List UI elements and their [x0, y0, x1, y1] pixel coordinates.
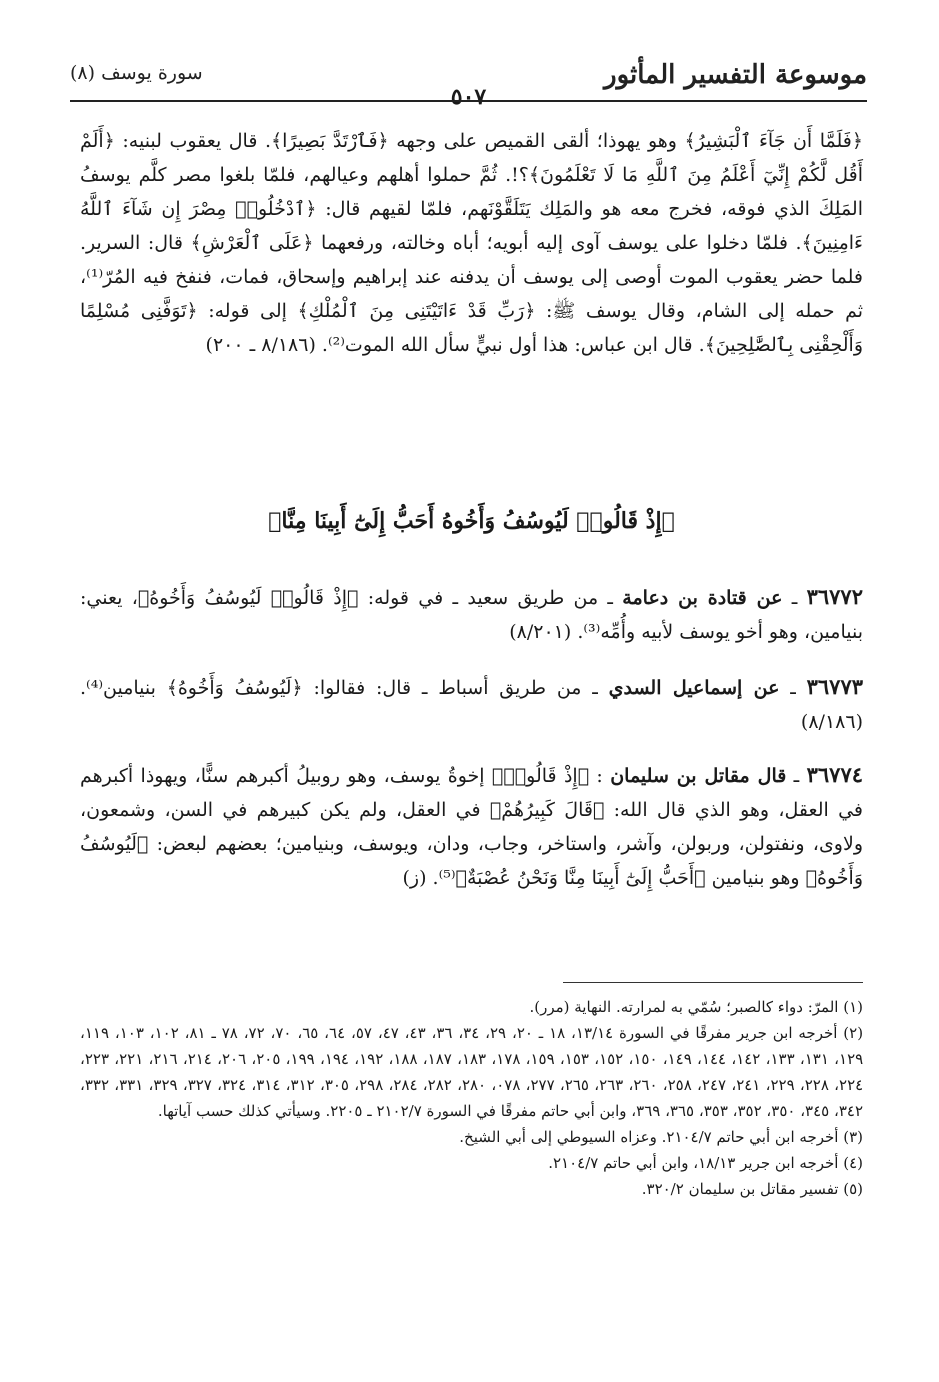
surah-label: سورة يوسف (٨)	[70, 62, 203, 84]
header-rule	[70, 100, 867, 102]
footnotes	[80, 994, 863, 1202]
entry: ٣٦٧٧٢ ـ عن قتادة بن دعامة ـ من طريق سعيد ـ في قوله: ﴿إِذْ قَالُوا۟ لَيُوسُفُ وَأَخُوهُ﴾، يعني: بنيامين، وهو أخو يوسف لأبيه وأُمِّه⁽³⁾. (٨/٢٠١)	[80, 584, 863, 643]
page-header	[70, 58, 867, 110]
footnote-rule	[563, 982, 863, 983]
footnote: (١) المرّ: دواء كالصبر؛ سُمّي به لمرارته. النهاية (مرر).	[529, 998, 863, 1016]
footnote: (٣) أخرجه ابن أبي حاتم ٢١٠٤/٧. وعزاه السيوطي إلى أبي الشيخ.	[459, 1128, 863, 1146]
entry-text: ـ من طريق أسباط ـ قال: فقالوا: ﴿لَيُوسُفُ وَأَخُوهُ﴾ بنيامين⁽⁴⁾. (٨/١٨٦)	[80, 677, 863, 733]
entry-text: : ﴿إِذْ قَالُوا۟﴾ إخوةُ يوسف، وهو روبيلُ أكبرهم سنًّا، ويهوذا أكبرهم في العقل، وهو الذي قال الله: ﴿قَالَ كَبِيرُهُمْ﴾ في العقل، ولم يكن كبيرهم في السن، وشمعون، ولاوى، ونفتولن، وربولن، وآشر، واستاخر، وجاب، ودان، ويوسف، وبنيامين؛ بعضهم لبعض: ﴿لَيُوسُفُ وَأَخُوهُ﴾ وهو بنيامين ﴿أَحَبُّ إِلَىٰٓ أَبِينَا مِنَّا وَنَحْنُ عُصْبَةٌ﴾⁽⁵⁾. (ز)	[80, 765, 863, 889]
entry-number: ٣٦٧٧٣	[806, 674, 864, 699]
entry-text: ـ من طريق سعيد ـ في قوله: ﴿إِذْ قَالُوا۟ لَيُوسُفُ وَأَخُوهُ﴾، يعني: بنيامين، وهو أخو يوسف لأبيه وأُمِّه⁽³⁾. (٨/٢٠١)	[80, 587, 863, 643]
entry-narrator: عن قتادة بن دعامة	[622, 587, 783, 609]
book-title: موسوعة التفسير المأثور	[604, 60, 867, 90]
intro-paragraph: ﴿فَلَمَّا أَن جَآءَ ٱلْبَشِيرُ﴾ وهو يهوذا؛ ألقى القميص على وجهه ﴿فَٱرْتَدَّ بَصِيرًا﴾. قال يعقوب لبنيه: ﴿أَلَمْ أَقُل لَّكُمْ إِنِّيٓ أَعْلَمُ مِنَ ٱللَّهِ مَا لَا تَعْلَمُونَ﴾؟!. ثُمَّ حملوا أهلهم وعيالهم، فلمّا بلغوا مصر كلَّم يوسفُ المَلِكَ الذي فوقه، فخرج معه هو والمَلِك يَتَلَقَّوْنَهم، فلمّا لقيهم قال: ﴿ٱدْخُلُوا۟ مِصْرَ إِن شَآءَ ٱللَّهُ ءَامِنِينَ﴾. فلمّا دخلوا على يوسف آوى إليه أبويه؛ أباه وخالته، ورفعهما ﴿عَلَى ٱلْعَرْشِ﴾ قال: السرير. فلما حضر يعقوب الموت أوصى إلى يوسف أن يدفنه عند إبراهيم وإسحاق، فمات، فنفخ فيه المُرّ⁽¹⁾، ثم حمله إلى الشام، وقال يوسف ﷺ: ﴿رَبِّ قَدْ ءَاتَيْتَنِى مِنَ ٱلْمُلْكِ﴾ إلى قوله: ﴿تَوَفَّنِى مُسْلِمًا وَأَلْحِقْنِى بِٱلصَّٰلِحِينَ﴾. قال ابن عباس: هذا أول نبيٍّ سأل الله الموت⁽²⁾. (٨/١٨٦ ـ ٢٠٠)	[80, 130, 863, 356]
footnote: (٤) أخرجه ابن جرير ١٨/١٣، وابن أبي حاتم ٢١٠٤/٧.	[548, 1154, 863, 1172]
entry: ٣٦٧٧٣ ـ عن إسماعيل السدي ـ من طريق أسباط ـ قال: فقالوا: ﴿لَيُوسُفُ وَأَخُوهُ﴾ بنيامين⁽⁴⁾. (٨/١٨٦)	[80, 674, 864, 733]
footnote: (٢) أخرجه ابن جرير مفرقًا في السورة ١٣/١٤، ١٨ ـ ٢٠، ٢٩، ٣٤، ٣٦، ٤٣، ٤٧، ٥٧، ٦٤، ٦٥، ٧٠، ٧٢، ٧٨ ـ ٨١، ١٠٢، ١٠٣، ١١٩، ١٢٩، ١٣١، ١٣٣، ١٤٢، ١٤٤، ١٤٩، ١٥٠، ١٥٢، ١٥٣، ١٥٩، ١٧٨، ١٨٣، ١٨٧، ١٨٨، ١٩٢، ١٩٤، ١٩٩، ٢٠٥، ٢٠٦، ٢١٤، ٢١٦، ٢٢١، ٢٢٣، ٢٢٤، ٢٢٨، ٢٢٩، ٢٤١، ٢٤٧، ٢٥٨، ٢٦٠، ٢٦٣، ٢٦٥، ٢٧٧، ٠٧٨، ٢٨٠، ٢٨٢، ٢٨٤، ٢٩٨، ٣٠٥، ٣١٢، ٣١٤، ٣٢٤، ٣٢٧، ٣٢٩، ٣٣١، ٣٣٢، ٣٤٢، ٣٤٥، ٣٥٠، ٣٥٢، ٣٥٣، ٣٦٥، ٣٦٩، وابن أبي حاتم مفرقًا في السورة ٢١٠٢/٧ ـ ٢٢٠٥. وسيأتي كذلك حسب آياتها.	[80, 1024, 864, 1120]
entry-narrator: قال مقاتل بن سليمان	[610, 765, 787, 787]
page-number: ٥٠٧	[450, 84, 487, 110]
entry-number: ٣٦٧٧٤	[806, 762, 864, 787]
section-heading: ﴿إِذْ قَالُوا۟ لَيُوسُفُ وَأَخُوهُ أَحَبُّ إِلَىٰٓ أَبِينَا مِنَّا﴾	[268, 508, 675, 534]
entry: ٣٦٧٧٤ ـ قال مقاتل بن سليمان : ﴿إِذْ قَالُوا۟﴾ إخوةُ يوسف، وهو روبيلُ أكبرهم سنًّا، ويهوذا أكبرهم في العقل، وهو الذي قال الله: ﴿قَالَ كَبِيرُهُمْ﴾ في العقل، ولم يكن كبيرهم في السن، وشمعون، ولاوى، ونفتولن، وربولن، وآشر، واستاخر، وجاب، ودان، ويوسف، وبنيامين؛ بعضهم لبعض: ﴿لَيُوسُفُ وَأَخُوهُ﴾ وهو بنيامين ﴿أَحَبُّ إِلَىٰٓ أَبِينَا مِنَّا وَنَحْنُ عُصْبَةٌ﴾⁽⁵⁾. (ز)	[80, 762, 864, 889]
footnote: (٥) تفسير مقاتل بن سليمان ٣٢٠/٢.	[641, 1180, 863, 1198]
entry-narrator: عن إسماعيل السدي	[608, 677, 780, 699]
entry-number: ٣٦٧٧٢	[806, 584, 863, 609]
